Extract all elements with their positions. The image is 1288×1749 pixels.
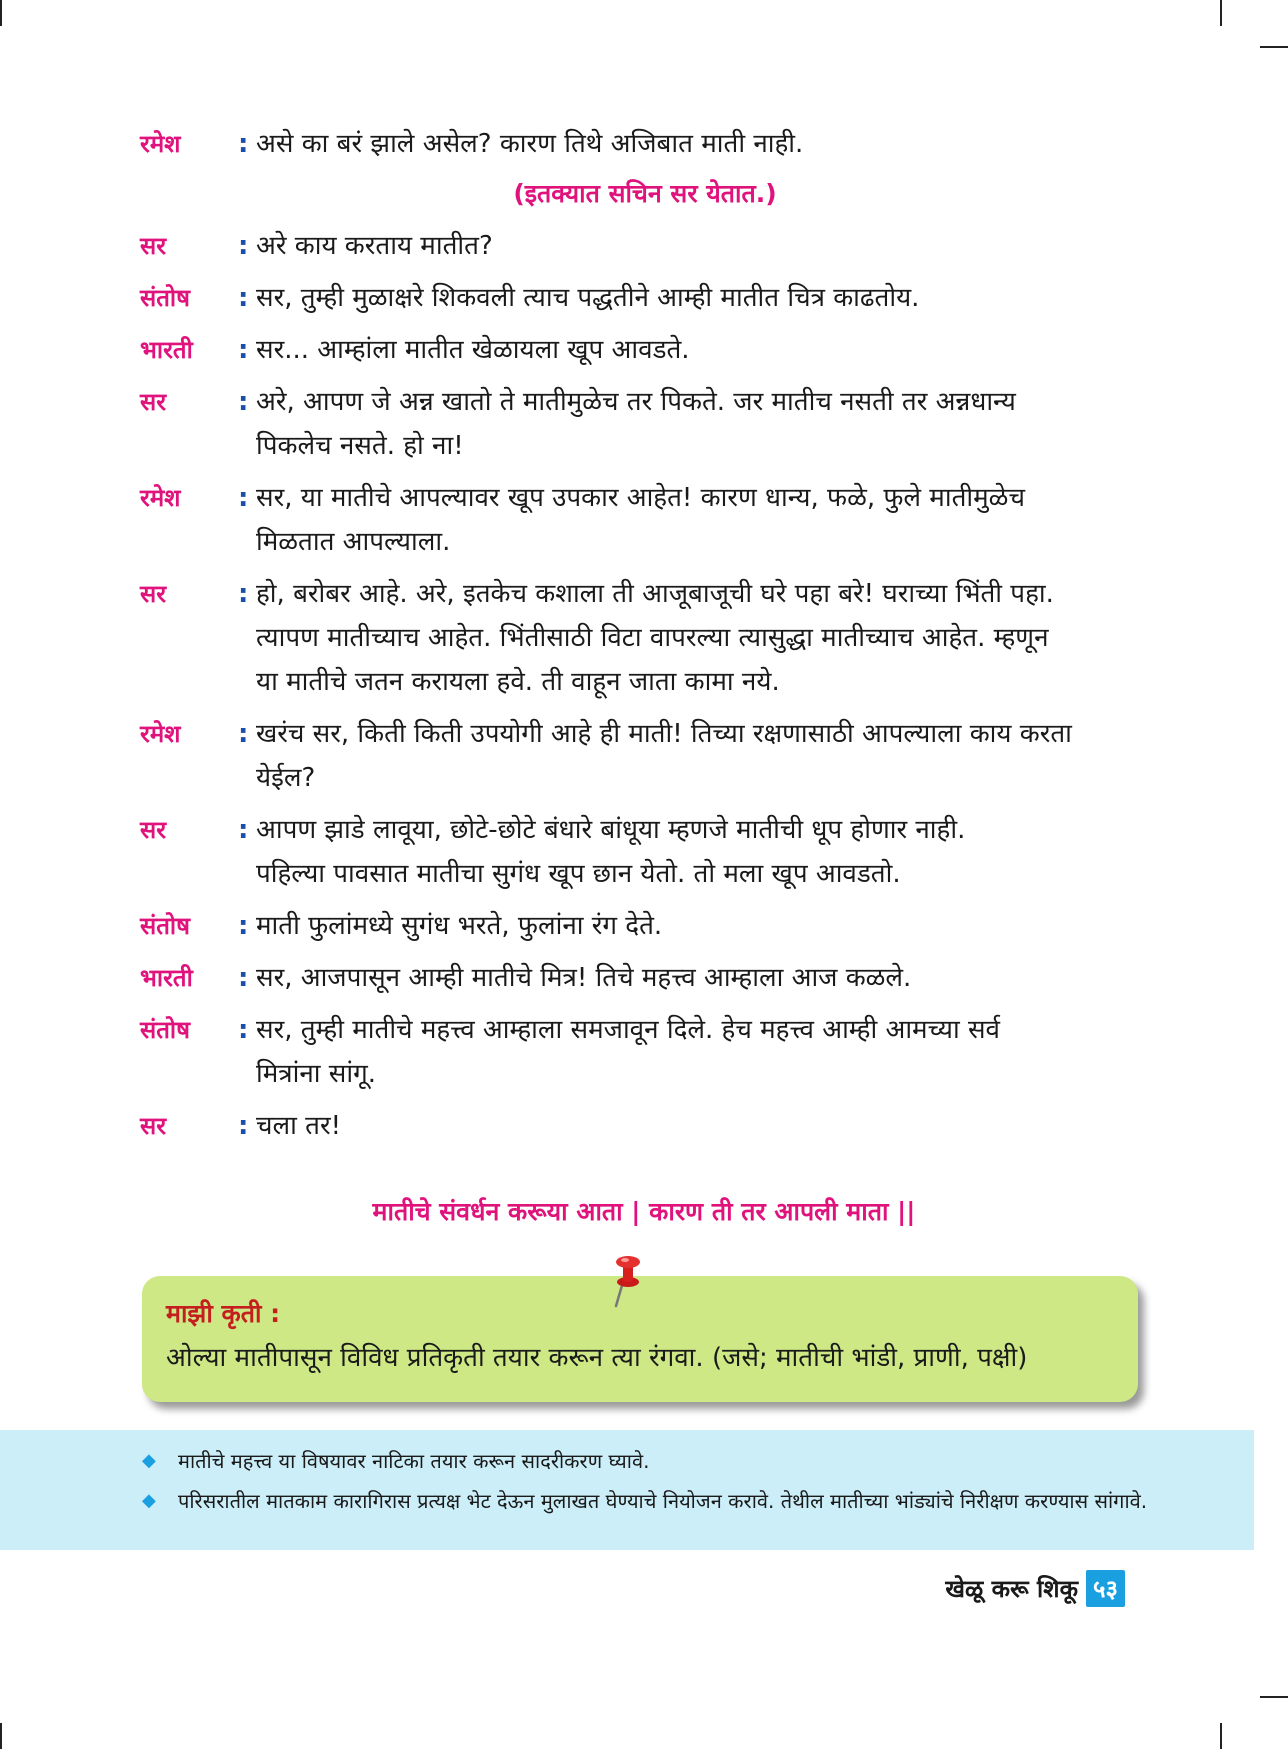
book-title: खेळू करू शिकू [945,1574,1079,1603]
speaker-name: सर [140,1112,167,1140]
speech-line: हो, बरोबर आहे. अरे, इतकेच कशाला ती आजूबाजूची घरे पहा बरे! घराच्या भिंती पहा. [256,579,1054,609]
colon: : [238,231,249,261]
speech-line: सर, या मातीचे आपल्यावर खूप उपकार आहेत! कारण धान्य, फळे, फुले मातीमुळेच [256,483,1025,513]
dialog-line [140,276,1150,320]
dialog-line [140,904,1150,948]
page-number: ५३ [1086,1570,1125,1607]
dialog-line [140,808,1150,896]
dialog-line [140,328,1150,372]
colon: : [238,335,249,365]
teacher-notes [0,1430,1254,1550]
dialogue [140,122,1150,1156]
speech [256,904,1150,948]
speech-line: चला तर! [256,1111,342,1141]
speech-line: माती फुलांमध्ये सुगंध भरते, फुलांना रंग देते. [256,911,663,941]
speech-line: खरंच सर, किती किती उपयोगी आहे ही माती! तिच्या रक्षणासाठी आपल्याला काय करता [256,719,1072,749]
speaker-name: संतोष [140,1016,190,1044]
speaker-name: संतोष [140,912,190,940]
dialog-line [140,122,1150,166]
speech-line: येईल? [256,763,316,793]
speech [256,476,1150,564]
stage-direction: (इतक्यात सचिन सर येतात.) [513,179,777,208]
diamond-icon: ◆ [142,1450,156,1471]
speech-line: सर, तुम्ही मुळाक्षरे शिकवली त्याच पद्धतीने आम्ही मातीत चित्र काढतोय. [256,283,920,313]
motto: मातीचे संवर्धन करूया आता | कारण ती तर आपली माता || [372,1197,916,1226]
colon: : [238,719,249,749]
dialog-line [140,224,1150,268]
speech [256,276,1150,320]
speech [256,712,1150,800]
crop-mark-right-lower [1260,1696,1288,1698]
speech-line: अरे, आपण जे अन्न खातो ते मातीमुळेच तर पिकते. जर मातीच नसती तर अन्नधान्य [256,387,1016,417]
dialog-line [140,476,1150,564]
speech-line: पिकलेच नसते. हो ना! [256,431,464,461]
speech-line: या मातीचे जतन करायला हवे. ती वाहून जाता कामा नये. [256,667,780,697]
speaker-name: रमेश [140,130,181,158]
speaker-name: भारती [140,336,193,364]
note-item: मातीचे महत्त्व या विषयावर नाटिका तयार करून सादरीकरण घ्यावे. [178,1449,650,1473]
page-footer [945,1568,1125,1608]
crop-mark-bottom-right [1220,1723,1222,1749]
speaker-name: रमेश [140,484,181,512]
speech-line: पहिल्या पावसात मातीचा सुगंध खूप छान येतो. तो मला खूप आवडतो. [256,859,901,889]
note-item: परिसरातील मातकाम कारागिरास प्रत्यक्ष भेट देऊन मुलाखत घेण्याचे नियोजन करावे. तेथील मातीच्या भांड्यांचे निरीक्षण करण्यास सांगावे. [178,1489,1148,1513]
colon: : [238,815,249,845]
colon: : [238,1111,249,1141]
colon: : [238,579,249,609]
crop-mark-bottom-left [0,1723,2,1749]
speaker-name: सर [140,388,167,416]
diamond-icon: ◆ [142,1490,156,1511]
colon: : [238,911,249,941]
colon: : [238,1015,249,1045]
speech [256,1104,1150,1148]
speech [256,956,1150,1000]
activity-text: ओल्या मातीपासून विविध प्रतिकृती तयार करून त्या रंगवा. (जसे; मातीची भांडी, प्राणी, पक्षी) [166,1343,1028,1373]
speech [256,1008,1150,1096]
dialog-line [140,956,1150,1000]
speech-line: असे का बरं झाले असेल? कारण तिथे अजिबात माती नाही. [256,129,804,159]
crop-mark-right-upper [1260,46,1288,48]
speaker-name: सर [140,580,167,608]
colon: : [238,283,249,313]
speech-line: मित्रांना सांगू. [256,1059,377,1089]
colon: : [238,129,249,159]
speech [256,572,1150,704]
speaker-name: सर [140,816,167,844]
colon: : [238,387,249,417]
pushpin-icon [606,1252,646,1308]
speaker-name: संतोष [140,284,190,312]
speech [256,380,1150,468]
speaker-name: रमेश [140,720,181,748]
crop-mark-top-left [0,0,2,26]
activity-title: माझी कृती : [166,1299,281,1328]
speaker-name: भारती [140,964,193,992]
dialog-line [140,380,1150,468]
speech-line: मिळतात आपल्याला. [256,527,451,557]
dialog-line [140,572,1150,704]
speech-line: त्यापण मातीच्याच आहेत. भिंतीसाठी विटा वापरल्या त्यासुद्धा मातीच्याच आहेत. म्हणून [256,623,1049,653]
dialog-line [140,1104,1150,1148]
colon: : [238,963,249,993]
speech-line: आपण झाडे लावूया, छोटे-छोटे बंधारे बांधूया म्हणजे मातीची धूप होणार नाही. [256,815,966,845]
speaker-name: सर [140,232,167,260]
speech [256,328,1150,372]
speech-line: सर, आजपासून आम्ही मातीचे मित्र! तिचे महत्त्व आम्हाला आज कळले. [256,963,912,993]
speech [256,808,1150,896]
speech [256,122,1150,166]
dialog-line [140,1008,1150,1096]
dialog-line [140,712,1150,800]
speech [256,224,1150,268]
colon: : [238,483,249,513]
speech-line: सर... आम्हांला मातीत खेळायला खूप आवडते. [256,335,690,365]
speech-line: अरे काय करताय मातीत? [256,231,493,261]
speech-line: सर, तुम्ही मातीचे महत्त्व आम्हाला समजावून दिले. हेच महत्त्व आम्ही आमच्या सर्व [256,1015,1000,1045]
crop-mark-top-right [1220,0,1222,26]
